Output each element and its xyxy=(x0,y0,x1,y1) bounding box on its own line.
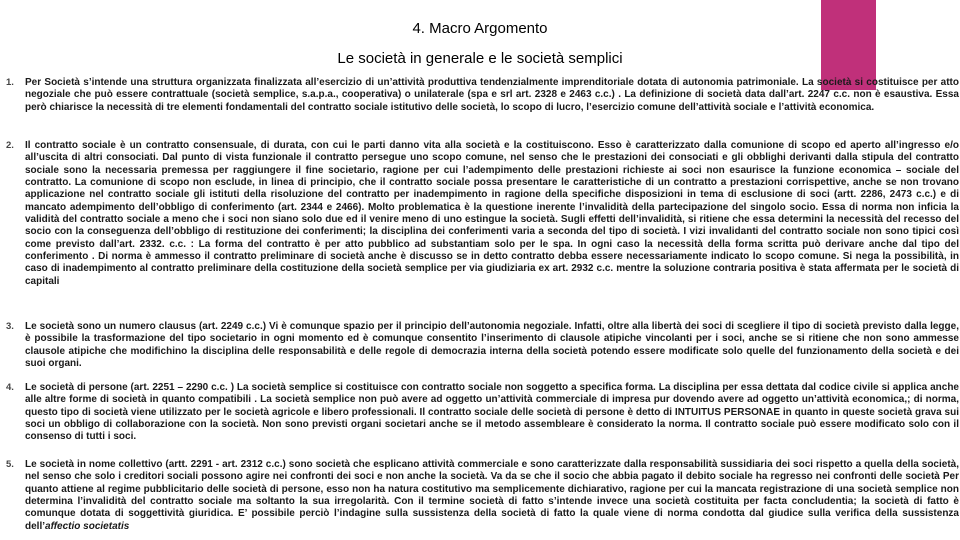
list-item-number: 2. xyxy=(6,140,14,151)
slide-subtitle: Le società in generale e le società semplici xyxy=(337,50,623,67)
list-item-text: Il contratto sociale è un contratto consensuale, di durata, con cui le parti danno vita alla società e la costituiscono. Esso è caratterizzato dalla comunione di scopo ed aperto all’ingresso e/o all’uscita di altri consociati. Dal punto di vista funzionale il contratto persegue uno scopo comune, nel senso che le prestazioni dei consociati e gli obblighi derivanti dalla stipula del contratto sociale sono la necessaria premessa per raggiungere il fine societario, ragione per cui l’adempimento delle prestazioni richieste ai soci non esaurisce la funzione economica – sociale del contratto. La comunione di scopo non esclude, in linea di principio, che il contratto sociale possa presentare le caratteristiche di un contratto a prestazioni corrispettive, anche se non trovano applicazione nel contratto sociale gli istituti della risoluzione del contratto per inadempimento in ragione della specifiche disposizioni in tema di esclusione di soci (artt. 2286, 2473 c.c.) e di mancato adempimento dell’obbligo di conferimento (art. 2344 e 2466). Molto problematica è la questione inerente l’invalidità della partecipazione del singolo socio. Essa di norma non inficia la validità del contratto sociale a meno che i soci non siano solo due ed il venire meno di uno estingue la società. Sugli effetti dell’invalidità, si ritiene che essa determini la necessità del recesso del socio con la conseguenza dell’obbligo di restituzione dei conferimenti; la disciplina dei conferimenti varia a seconda del tipo di società. I vizi invalidanti del contratto sociale non sono tipici così come previsto dall’art. 2332. c.c. : La forma del contratto è per atto pubblico ad substantiam solo per le spa. In ogni caso la necessità della forma scritta può derivare anche dal tipo del conferimento . Di norma è ammesso il contratto preliminare di società anche è discusso se in detto contratto debba essere necessariamente indicato lo scopo comune. Si nega la possibilità, in caso di inadempimento al contratto preliminare della costituzione della società semplice per via giudiziaria ex art. 2932 c.c. mentre la soluzione contraria positiva è stata affermata per le società di capitali xyxy=(25,140,959,287)
list-item-text: Le società sono un numero clausus (art. 2249 c.c.) Vi è comunque spazio per il principio dell’autonomia negoziale. Infatti, oltre alla libertà dei soci di scegliere il tipo di società previsto dalla legge, è possibile la trasformazione del tipo societario in ogni momento ed è comunque consentito l’inserimento di clausole atipiche vincolanti per i soci, anche se si ritiene che non sono ammesse clausole atipiche che modifichino la disciplina delle responsabilità e delle regole di democrazia interna della società potendo essere modificate solo quelle del funzionamento della società e dei suoi organi. xyxy=(25,321,959,370)
list-item-text: Le società di persone (art. 2251 – 2290 c.c. ) La società semplice si costituisce con contratto sociale non soggetto a specifica forma. La disciplina per essa dettata dal codice civile si applica anche alle altre forme di società in quanto compatibili . La società semplice non può avere ad oggetto un’attività commerciale di impresa pur dovendo avere ad oggetto un’attività economica,; di norma, questo tipo di società viene utilizzato per le società agricole e libero professionali. Il contratto sociale delle società di persone è detto di INTUITUS PERSONAE in quanto in queste società grava sui soci un obbligo di collaborazione con la società. Non sono previsti organi societari anche se il metodo assembleare è considerato la norma. Il contratto sociale può essere modificato solo con il consenso di tutti i soci. xyxy=(25,382,959,443)
list-item-text-main: Le società in nome collettivo (artt. 2291 - art. 2312 c.c.) sono società che esplicano attività commerciale e sono caratterizzate dalla responsabilità sussidiaria dei soci rispetto a quella della società, nel senso che solo i creditori sociali possono agire nei confronti dei soci e non anche la società. Va da se che il socio che abbia pagato il debito sociale ha regresso nei confronti delle società Per quanto attiene al regime pubblicitario delle società di persone, esso non ha natura costitutivo ma semplicemente dichiarativo, ragione per cui la mancata registrazione di una società semplice non determina l’invalidità del contratto sociale ma soltanto la sua irregolarità. Con il termine società di fatto s’intende invece una società costituita per facta concludentia; la società di fatto è comunque dotata di soggettività giuridica. E’ possibile perciò l’indagine sulla sussistenza della società di fatto la quale viene di norma condotta dal giudice sulla verifica della sussistenza dell’ xyxy=(25,459,959,532)
list-item-text: Per Società s’intende una struttura organizzata finalizzata all’esercizio di un’attività produttiva tendenzialmente imprenditoriale dotata di autonomia patrimoniale. La società si costituisce per atto negoziale che può essere contrattuale (società semplice, s.a.p.a., cooperativa) o unilaterale (spa e srl art. 2328 e 2463 c.c.) . La definizione di società data dall’art. 2247 c.c. non è esaustiva. Essa però chiarisce la necessità di tre elementi fondamentali del contratto sociale istitutivo delle società, lo scopo di lucro, l’esercizio comune dell’attività sociale e l’attività economica. xyxy=(25,77,959,113)
list-item-number: 3. xyxy=(6,321,14,332)
slide-title: 4. Macro Argomento xyxy=(412,20,548,37)
list-item-text-italic: affectio societatis xyxy=(45,520,130,532)
list-item-text xyxy=(25,459,959,533)
list-item-number: 1. xyxy=(6,77,14,88)
list-item-number: 5. xyxy=(6,459,14,470)
list-item-number: 4. xyxy=(6,382,14,393)
